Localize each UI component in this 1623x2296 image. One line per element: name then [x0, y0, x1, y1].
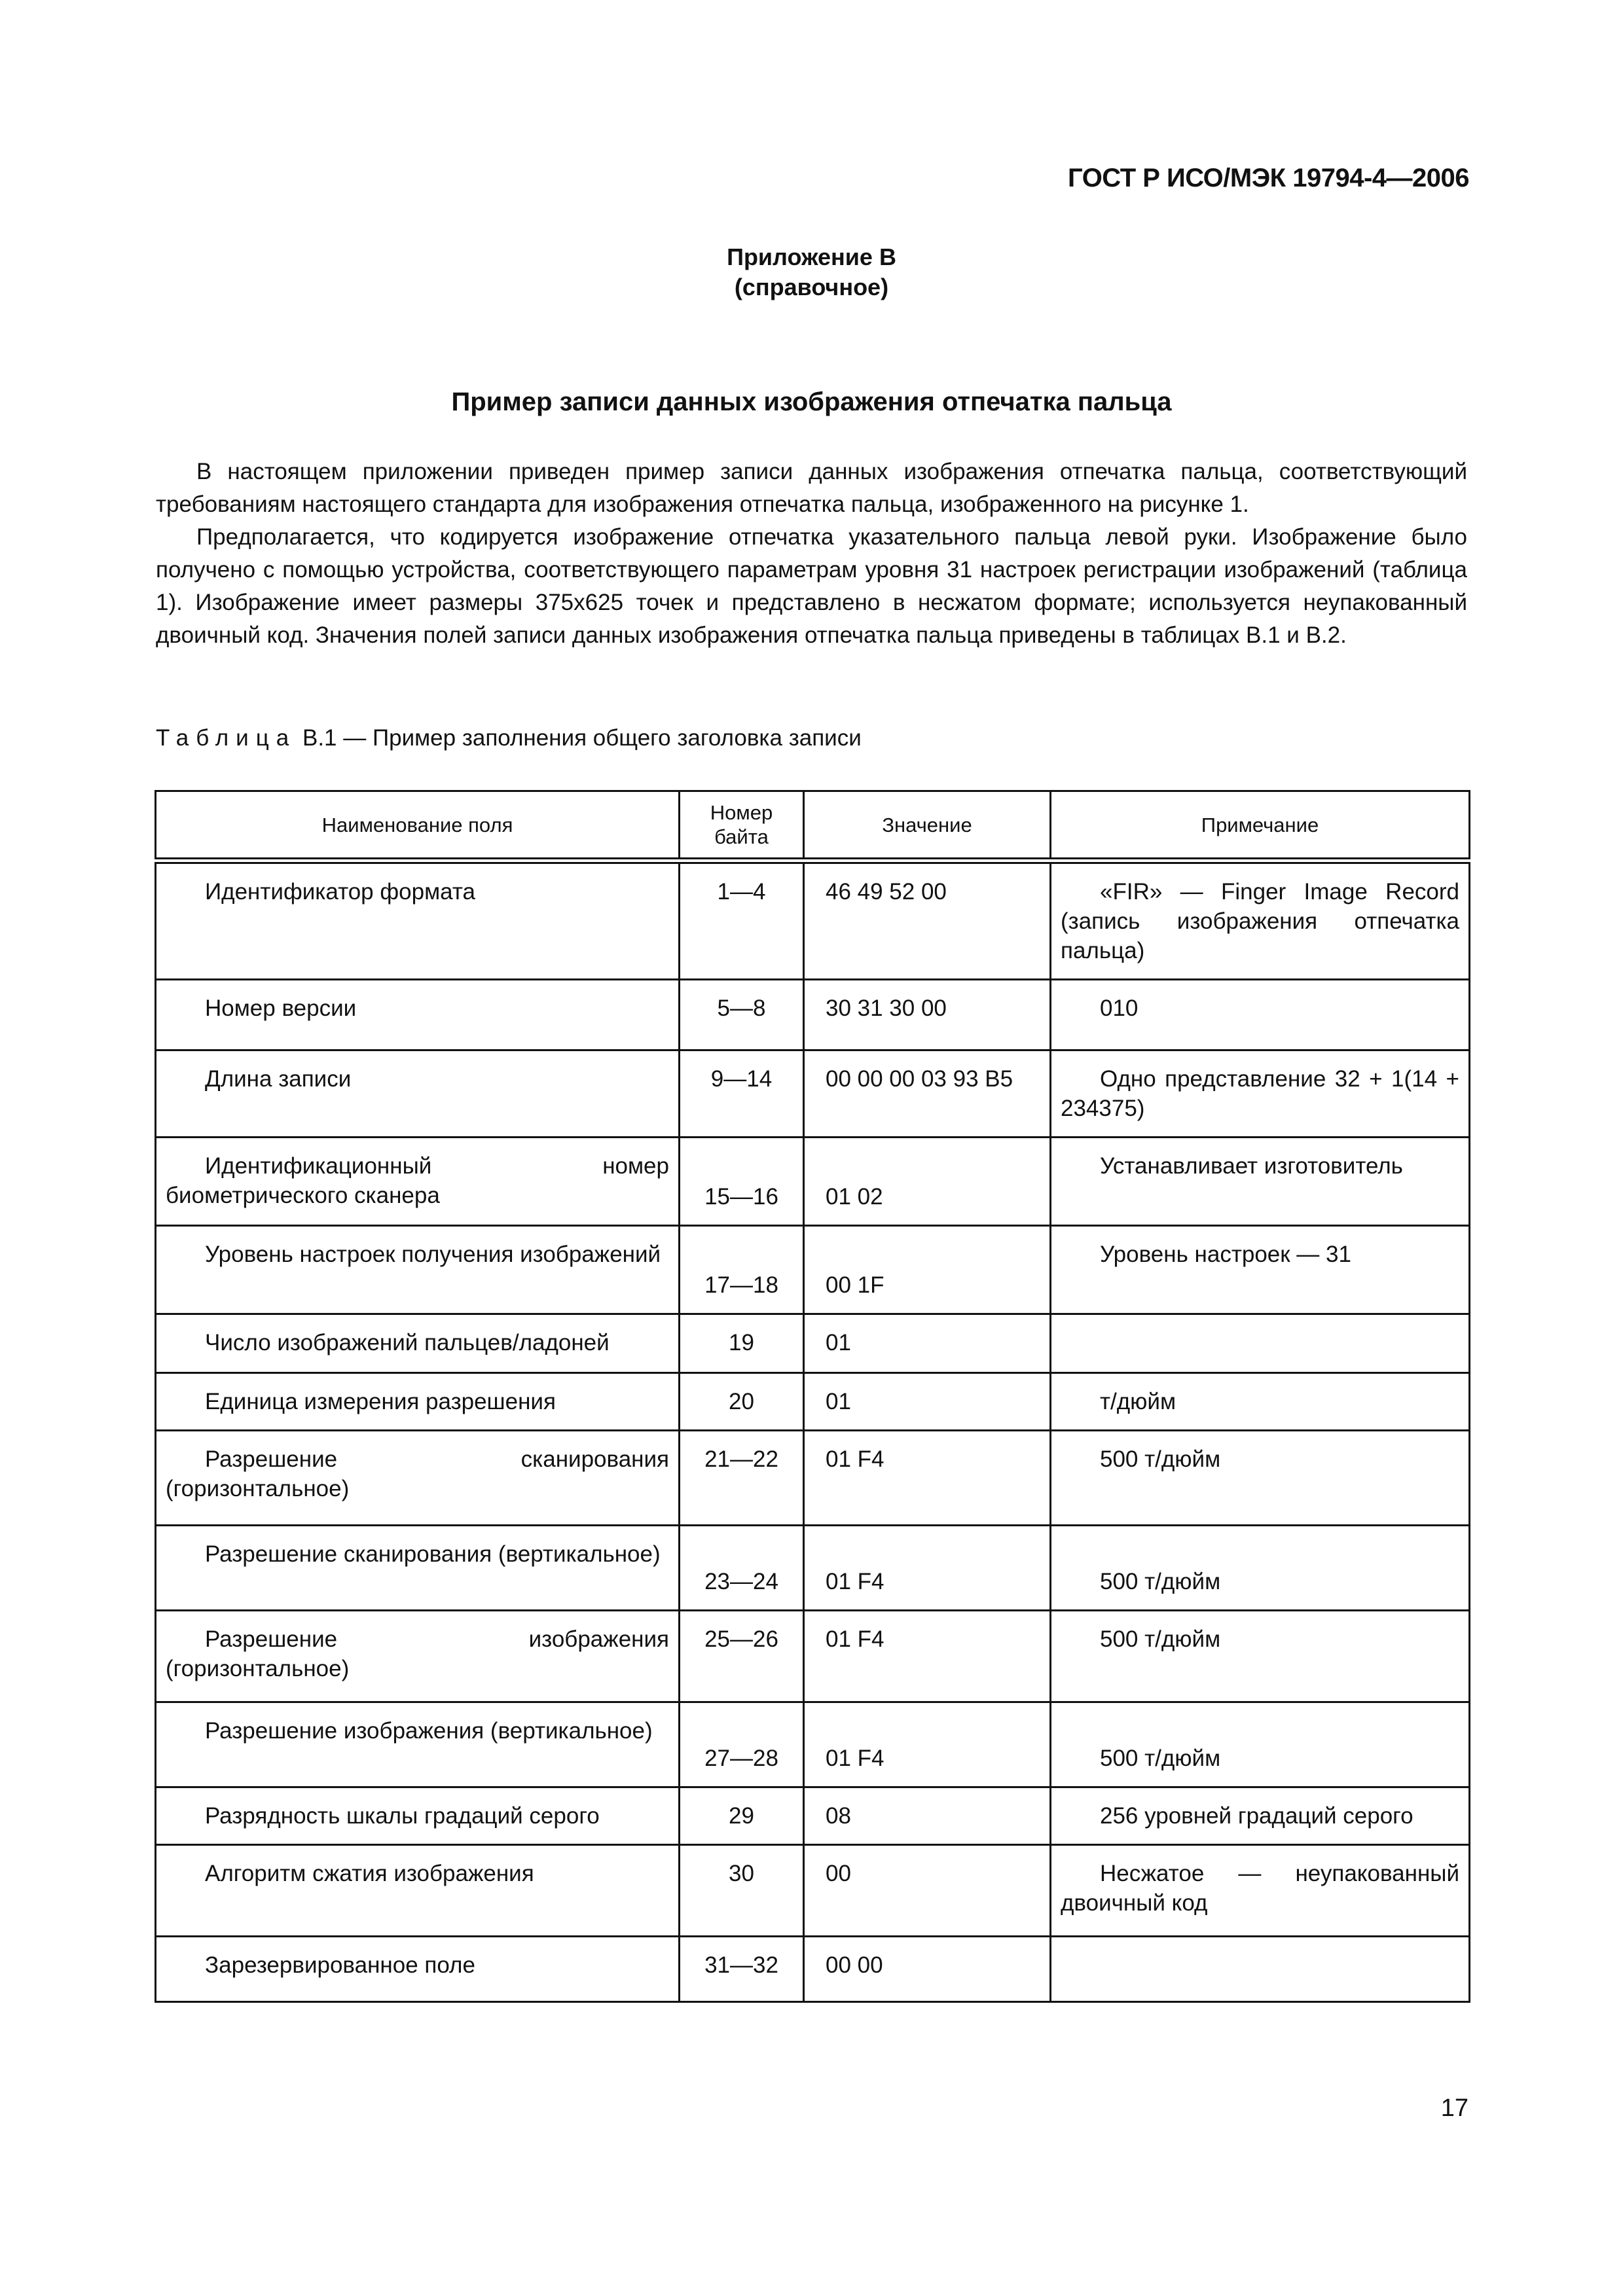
field-value: 00 1F — [804, 1226, 1051, 1314]
field-note: «FIR» — Finger Image Record (запись изображения отпечатка пальца) — [1051, 861, 1470, 980]
table-row — [156, 1226, 1470, 1314]
byte-number: 25—26 — [680, 1611, 804, 1702]
field-name: Разрешение изображения (горизонтальное) — [166, 1626, 669, 1681]
field-note: 010 — [1051, 980, 1470, 1050]
table-row — [156, 1138, 1470, 1226]
field-note: 500 т/дюйм — [1051, 1611, 1470, 1702]
field-note — [1051, 1314, 1470, 1373]
byte-number: 19 — [680, 1314, 804, 1373]
field-note: т/дюйм — [1051, 1373, 1470, 1431]
field-name: Номер версии — [205, 996, 357, 1021]
page-number: 17 — [1440, 2094, 1468, 2122]
byte-number: 15—16 — [680, 1138, 804, 1226]
standard-code: ГОСТ Р ИСО/МЭК 19794-4—2006 — [1068, 164, 1469, 192]
field-note: 500 т/дюйм — [1051, 1431, 1470, 1526]
body-text — [156, 456, 1467, 652]
field-value: 01 F4 — [804, 1611, 1051, 1702]
table-header-row — [156, 791, 1470, 861]
field-name: Зарезервированное поле — [205, 1952, 475, 1978]
field-value: 01 — [804, 1373, 1051, 1431]
byte-number: 17—18 — [680, 1226, 804, 1314]
paragraph: Предполагается, что кодируется изображение отпечатка указательного пальца левой руки. Изображение было получено с помощью устройства, соответствующего параметрам уровня 31 настроек регистрации изображений (таблица 1). Изображение имеет размеры 375x625 точек и представлено в несжатом формате; используется неупакованный двоичный код. Значения полей записи данных изображения отпечатка пальца приведены в таблицах В.1 и В.2. — [156, 524, 1467, 648]
field-value: 01 F4 — [804, 1431, 1051, 1526]
table-row — [156, 1314, 1470, 1373]
field-name: Разрядность шкалы градаций серого — [205, 1803, 600, 1829]
field-note: Одно представление 32 + 1(14 + 234375) — [1051, 1050, 1470, 1138]
table-row — [156, 1611, 1470, 1702]
section-heading: Пример записи данных изображения отпечатка пальца — [451, 387, 1172, 416]
field-name: Идентификатор формата — [205, 879, 475, 905]
field-name: Разрешение сканирования (горизонтальное) — [166, 1446, 669, 1501]
field-value: 00 00 00 03 93 B5 — [804, 1050, 1051, 1138]
paragraph: В настоящем приложении приведен пример записи данных изображения отпечатка пальца, соответствующий требованиям настоящего стандарта для изображения отпечатка пальца, изображенного на рисунке 1. — [156, 459, 1467, 517]
table-row — [156, 1431, 1470, 1526]
table-caption-label: Таблица — [156, 725, 297, 751]
table-row — [156, 1845, 1470, 1937]
byte-number: 23—24 — [680, 1526, 804, 1611]
field-value: 30 31 30 00 — [804, 980, 1051, 1050]
byte-number: 20 — [680, 1373, 804, 1431]
annex-type: (справочное) — [734, 274, 889, 300]
byte-number: 30 — [680, 1845, 804, 1937]
table-row — [156, 1050, 1470, 1138]
byte-number: 9—14 — [680, 1050, 804, 1138]
field-name: Число изображений пальцев/ладоней — [205, 1330, 610, 1355]
field-name: Уровень настроек получения изображений — [205, 1242, 661, 1267]
column-header: Номер байта — [680, 791, 804, 861]
byte-number: 21—22 — [680, 1431, 804, 1526]
column-header: Значение — [804, 791, 1051, 861]
field-value: 01 — [804, 1314, 1051, 1373]
table-row — [156, 861, 1470, 980]
field-value: 00 00 — [804, 1937, 1051, 2002]
field-value: 01 02 — [804, 1138, 1051, 1226]
field-note: Уровень настроек — 31 — [1051, 1226, 1470, 1314]
field-name: Алгоритм сжатия изображения — [205, 1861, 534, 1886]
column-header: Наименование поля — [156, 791, 680, 861]
field-note: 500 т/дюйм — [1051, 1702, 1470, 1787]
field-value: 08 — [804, 1787, 1051, 1845]
field-name: Разрешение сканирования (вертикальное) — [205, 1541, 661, 1567]
field-note: 256 уровней градаций серого — [1051, 1787, 1470, 1845]
field-note: 500 т/дюйм — [1051, 1526, 1470, 1611]
field-name: Идентификационный номер биометрического сканера — [166, 1153, 669, 1208]
table-row — [156, 1787, 1470, 1845]
byte-number: 31—32 — [680, 1937, 804, 2002]
field-note: Устанавливает изготовитель — [1051, 1138, 1470, 1226]
table-row — [156, 1373, 1470, 1431]
table-row — [156, 1526, 1470, 1611]
byte-number: 5—8 — [680, 980, 804, 1050]
table-caption-text: В.1 — Пример заполнения общего заголовка записи — [302, 725, 862, 751]
field-value: 01 F4 — [804, 1702, 1051, 1787]
byte-number: 27—28 — [680, 1702, 804, 1787]
field-name: Разрешение изображения (вертикальное) — [205, 1718, 653, 1744]
byte-number: 1—4 — [680, 861, 804, 980]
field-value: 46 49 52 00 — [804, 861, 1051, 980]
field-name: Длина записи — [205, 1066, 352, 1092]
table-caption — [156, 725, 862, 751]
byte-number: 29 — [680, 1787, 804, 1845]
field-value: 01 F4 — [804, 1526, 1051, 1611]
table-row — [156, 980, 1470, 1050]
table-row — [156, 1937, 1470, 2002]
annex-title: Приложение В — [727, 243, 896, 270]
field-value: 00 — [804, 1845, 1051, 1937]
field-note — [1051, 1937, 1470, 2002]
field-note: Несжатое — неупакованный двоичный код — [1051, 1845, 1470, 1937]
field-name: Единица измерения разрешения — [205, 1389, 556, 1414]
table-row — [156, 1702, 1470, 1787]
data-table — [155, 790, 1470, 2003]
column-header: Примечание — [1051, 791, 1470, 861]
